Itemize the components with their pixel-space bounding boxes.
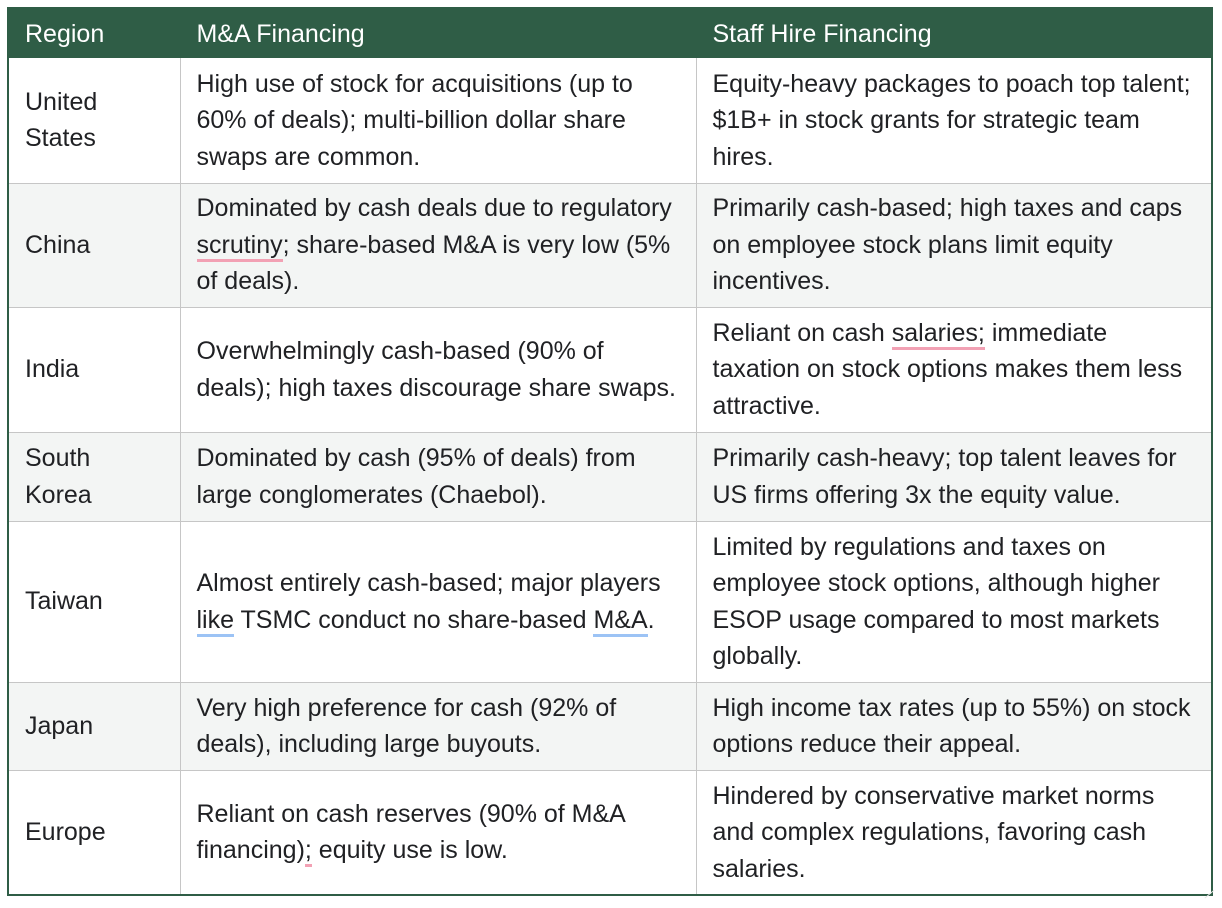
spelling-flagged-word[interactable]: scrutiny	[197, 231, 283, 262]
text-segment: Almost entirely cash-based; major players	[196, 569, 661, 597]
table-row-china	[9, 183, 1211, 307]
table-row-united-states	[9, 58, 1211, 183]
ma-financing-cell[interactable]	[180, 183, 696, 307]
region-cell[interactable]: Europe	[9, 770, 180, 894]
header-region: Region	[9, 9, 180, 58]
text-segment: .	[647, 605, 655, 634]
text-segment: equity use is low.	[311, 836, 508, 865]
staff-financing-cell[interactable]: Primarily cash-heavy; top talent leaves for US firms offering 3x the equity value.	[696, 432, 1211, 521]
table-row-taiwan	[9, 521, 1211, 682]
spelling-flagged-word[interactable]: salaries;	[892, 319, 985, 350]
table	[9, 9, 1212, 894]
region-cell[interactable]: South Korea	[9, 432, 180, 521]
staff-financing-cell[interactable]: Hindered by conservative market norms and complex regulations, favoring cash salaries.	[696, 770, 1211, 894]
text-segment: TSMC conduct no share-based	[234, 605, 594, 634]
ma-financing-cell[interactable]: Dominated by cash (95% of deals) from large conglomerates (Chaebol).	[180, 432, 696, 521]
table-row-south-korea	[9, 432, 1211, 521]
spelling-flagged-punctuation[interactable]: ;	[305, 836, 312, 867]
table-row-europe	[9, 770, 1211, 894]
region-cell[interactable]: India	[9, 307, 180, 432]
ma-financing-cell[interactable]: High use of stock for acquisitions (up to 60% of deals); multi-billion dollar share swaps are common.	[180, 58, 696, 183]
region-cell[interactable]: China	[9, 183, 180, 307]
staff-financing-cell[interactable]: Primarily cash-based; high taxes and caps on employee stock plans limit equity incentives.	[696, 183, 1211, 307]
staff-financing-cell[interactable]	[696, 307, 1211, 432]
header-ma-financing: M&A Financing	[180, 9, 696, 58]
staff-financing-cell[interactable]: High income tax rates (up to 55%) on stock options reduce their appeal.	[696, 682, 1211, 770]
region-cell[interactable]: Taiwan	[9, 521, 180, 682]
text-segment: Reliant on cash	[712, 318, 892, 347]
financing-comparison-table	[7, 7, 1213, 896]
staff-financing-cell[interactable]: Limited by regulations and taxes on employee stock options, although higher ESOP usage compared to most markets globally.	[696, 521, 1211, 682]
grammar-flagged-word[interactable]: M&A	[593, 606, 647, 637]
grammar-flagged-word[interactable]: like	[197, 606, 235, 637]
text-segment: immediate taxation on stock options makes them less attractive.	[712, 318, 1183, 420]
staff-financing-cell[interactable]: Equity-heavy packages to poach top talent; $1B+ in stock grants for strategic team hires.	[696, 58, 1211, 183]
table-row-india	[9, 307, 1211, 432]
region-cell[interactable]: United States	[9, 58, 180, 183]
text-segment: Reliant on cash reserves (90% of M&A financing)	[196, 799, 625, 865]
header-row	[9, 9, 1211, 58]
region-cell[interactable]: Japan	[9, 682, 180, 770]
ma-financing-cell[interactable]: Overwhelmingly cash-based (90% of deals); high taxes discourage share swaps.	[180, 307, 696, 432]
table-body	[9, 58, 1211, 894]
table-row-japan	[9, 682, 1211, 770]
ma-financing-cell[interactable]: Very high preference for cash (92% of deals), including large buyouts.	[180, 682, 696, 770]
table-header	[9, 9, 1211, 58]
ma-financing-cell[interactable]	[180, 521, 696, 682]
text-segment: Dominated by cash deals due to regulatory	[196, 194, 672, 223]
header-staff-hire-financing: Staff Hire Financing	[696, 9, 1211, 58]
ma-financing-cell[interactable]	[180, 770, 696, 894]
text-segment: ; share-based M&A is very low (5% of deals).	[196, 230, 671, 296]
